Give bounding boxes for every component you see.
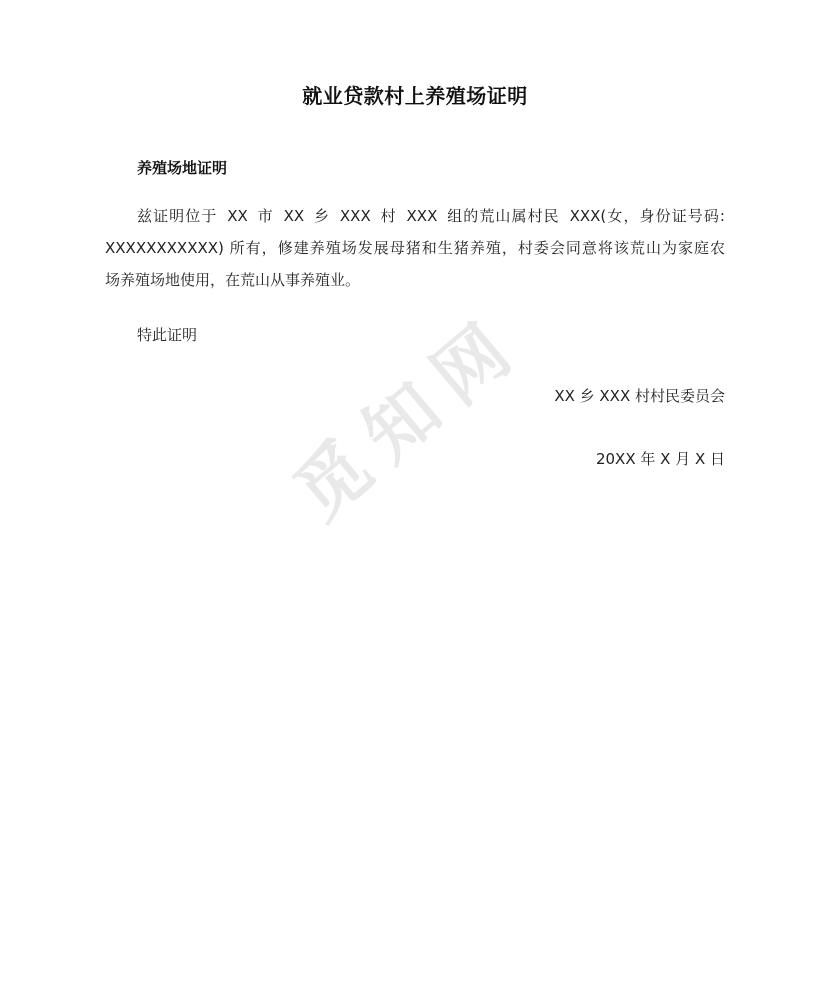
document-title: 就业贷款村上养殖场证明 <box>302 84 528 108</box>
section-heading: 养殖场地证明 <box>137 159 228 177</box>
date-line: 20XX 年 X 月 X 日 <box>595 450 725 468</box>
closing-text: 特此证明 <box>137 326 198 344</box>
signature-line: XX 乡 XXX 村村民委员会 <box>554 387 725 405</box>
body-paragraph <box>105 200 725 296</box>
body-line: 场养殖场地使用，在荒山从事养殖业。 <box>105 271 361 289</box>
watermark: 觅知网 <box>278 297 540 536</box>
body-line: XXXXXXXXXXX) 所有，修建养殖场发展母猪和生猪养殖，村委会同意将该荒山为家庭农 <box>105 239 725 257</box>
body-line: 兹证明位于 XX 市 XX 乡 XXX 村 XXX 组的荒山属村民 XXX(女，身份证号码: <box>137 207 725 225</box>
